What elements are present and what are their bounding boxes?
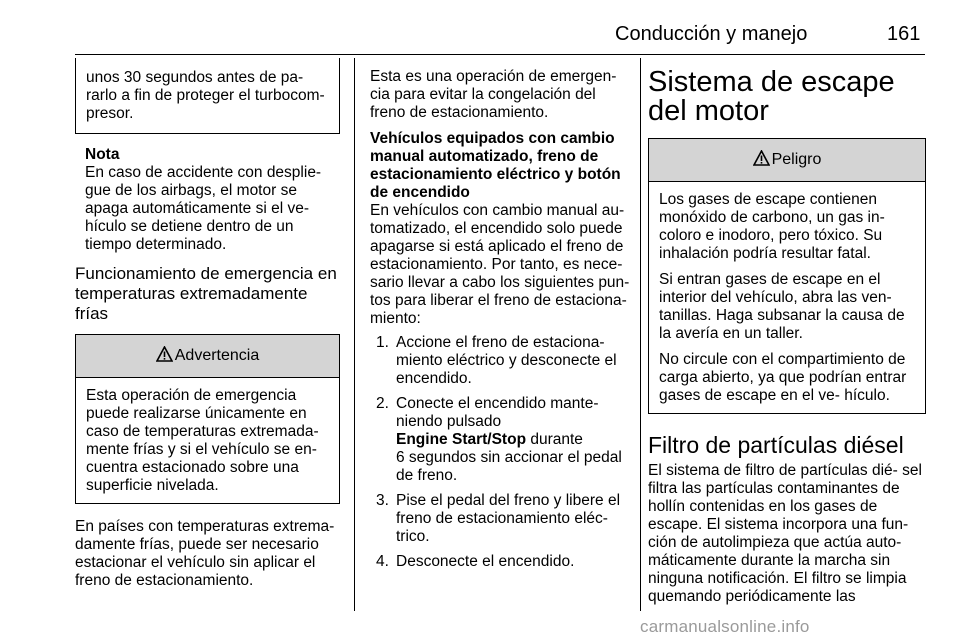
danger-paragraph: Los gases de escape contienen monóxido de carbono, un gas in- coloro e inodoro, pero tóxico. Su inhalación podría resultar fatal. xyxy=(659,191,885,262)
danger-header xyxy=(649,139,925,182)
note-block xyxy=(75,134,340,254)
danger-title: Peligro xyxy=(771,151,822,168)
step-text: durante xyxy=(530,431,583,448)
column-divider-2 xyxy=(640,58,641,611)
step-text: Conecte el encendido mante- niendo pulsado xyxy=(396,395,599,430)
danger-paragraph: No circule con el compartimiento de carga abierto, ya que podrían entrar gases de escape en el ve- hículo. xyxy=(659,351,907,404)
intro-paragraph: Esta es una operación de emergen- cia para evitar la congelación del freno de estacionamiento. xyxy=(370,68,617,121)
warning-triangle-icon xyxy=(753,141,770,183)
continued-box xyxy=(75,58,340,134)
step-text: Desconecte el encendido. xyxy=(396,553,575,570)
column-divider-1 xyxy=(354,58,355,611)
section-title: Conducción y manejo xyxy=(615,23,808,45)
warning-body xyxy=(76,378,339,503)
column-middle xyxy=(370,58,633,578)
steps-list xyxy=(370,334,633,571)
watermark: carmanualsonline.info xyxy=(640,617,810,636)
emergency-heading: Funcionamiento de emergencia en temperaturas extremadamente frías xyxy=(75,264,337,323)
engine-start-stop-label: Engine Start/Stop xyxy=(396,431,527,448)
dpf-paragraph: El sistema de filtro de partículas dié- sel filtra las partículas contaminantes de hollín contenidas en los gases de escape. El sistema incorpora una fun- ción de autolimpieza que actúa auto- máticamente durante la marcha sin ninguna notificación. El filtro se limpia quemando periódicamente las xyxy=(648,462,922,605)
step-text: Pise el pedal del freno y libere el freno de estacionamiento eléc- trico. xyxy=(396,492,621,545)
warning-box xyxy=(75,334,340,504)
step-item xyxy=(370,334,633,388)
continued-box-text: unos 30 segundos antes de pa- rarlo a fin de proteger el turbocom- presor. xyxy=(86,69,325,122)
step-number: 4. xyxy=(376,553,389,570)
step-item xyxy=(370,492,633,546)
note-text: En caso de accidente con desplie- gue de los airbags, el motor se apaga automáticamente si el ve- hículo se detiene dentro de un tiempo determinado. xyxy=(85,164,322,253)
step-item xyxy=(370,395,633,485)
step-text: 6 segundos sin accionar el pedal de freno. xyxy=(396,449,622,484)
column-left xyxy=(75,58,340,590)
page-header xyxy=(0,0,960,56)
dpf-heading: Filtro de partículas diésel xyxy=(648,432,904,458)
step-number: 1. xyxy=(376,334,389,351)
page-number: 161 xyxy=(887,23,921,45)
step-number: 2. xyxy=(376,395,389,412)
warning-header xyxy=(76,335,339,378)
warning-title: Advertencia xyxy=(174,347,260,364)
procedure-paragraph: En vehículos con cambio manual au- tomatizado, el encendido solo puede apagarse si está aplicado el freno de estacionamiento. Por tanto, es nece- sario llevar a cabo los siguientes pun- tos para liberar el freno de estaciona- miento: xyxy=(370,202,630,327)
note-label: Nota xyxy=(85,146,120,163)
cold-paragraph: En países con temperaturas extrema- damente frías, puede ser necesario estacionar el vehículo sin aplicar el freno de estacionamiento. xyxy=(75,518,335,589)
exhaust-heading: Sistema de escape del motor xyxy=(648,66,895,127)
warning-triangle-icon xyxy=(156,337,173,379)
header-rule xyxy=(75,54,925,55)
subheading: Vehículos equipados con cambio manual automatizado, freno de estacionamiento eléctrico y botón de encendido xyxy=(370,130,621,201)
step-item xyxy=(370,553,633,571)
column-right xyxy=(648,58,926,606)
danger-box xyxy=(648,138,926,414)
danger-paragraph: Si entran gases de escape en el interior del vehículo, abra las ven- tanillas. Haga subsanar la causa de la avería en un taller. xyxy=(659,271,905,342)
warning-text: Esta operación de emergencia puede realizarse únicamente en caso de temperaturas extremada- mente frías y si el vehículo se en- cuentra estacionado sobre una superficie nivelada. xyxy=(86,387,319,494)
step-number: 3. xyxy=(376,492,389,509)
danger-body xyxy=(649,182,925,413)
step-text: Accione el freno de estaciona- miento eléctrico y desconecte el encendido. xyxy=(396,334,617,387)
